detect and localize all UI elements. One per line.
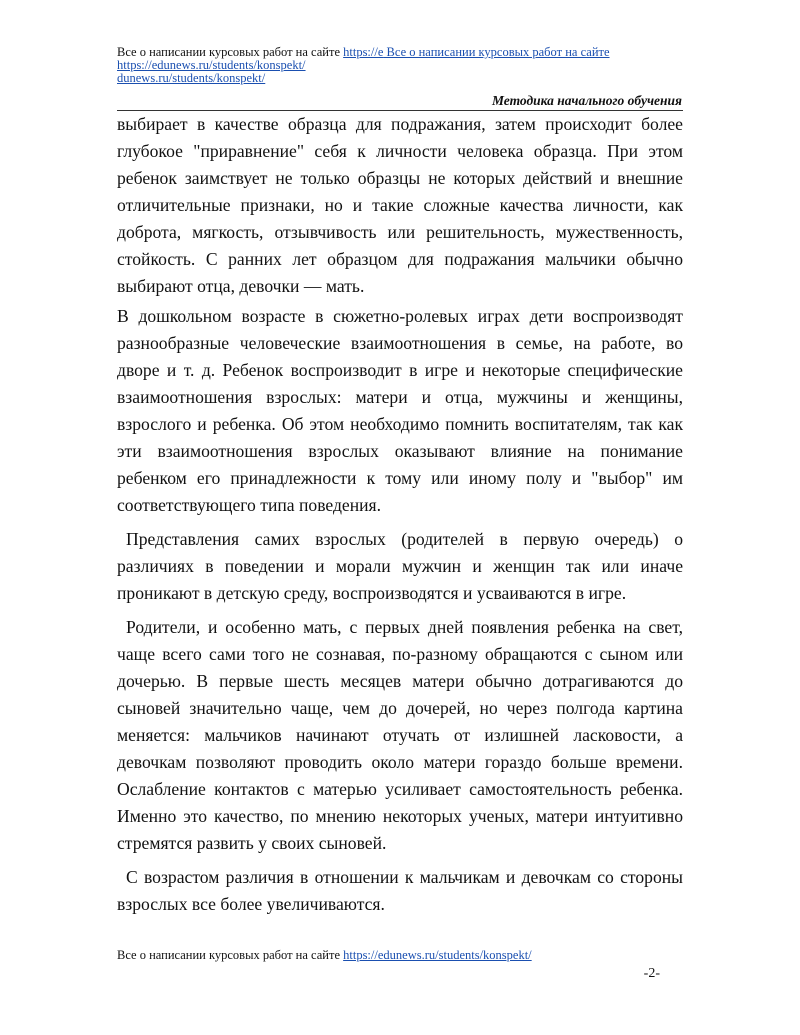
paragraph-1: выбирает в качестве образца для подражания, затем происходит более глубокое "приравнение" себя к личности человека образца. При этом ребенок заимствует не только образцы не которых действий и внешние отличительные признаки, но и такие сложные качества личности, как доброта, мягкость, отзывчивость или решительность, мужественность, стойкость. С ранних лет образцом для подражания мальчики обычно выбирают отца, девочки — мать.: [117, 114, 683, 296]
page-number: -2-: [643, 966, 660, 981]
running-title: Методика начального обучения: [491, 93, 682, 108]
paragraph-2: В дошкольном возрасте в сюжетно-ролевых играх дети воспроизводят разнообразные человеческие взаимоотношения в семье, на работе, во дворе и т. д. Ребенок воспроизводит в игре и некоторые специфические взаимоотношения взрослых: матери и отца, мужчины и женщины, взрослого и ребенка. Об этом необходимо помнить воспитателям, так как эти взаимоотношения взрослых оказывают влияние на понимание ребенком его принадлежности к тому или иному полу и "выбор" им соответствующего типа поведения.: [117, 306, 683, 515]
paragraph-5: С возрастом различия в отношении к мальчикам и девочкам со стороны взрослых все более увеличиваются.: [117, 867, 683, 914]
footer-prefix: Все о написании курсовых работ на сайте: [117, 948, 344, 962]
page-header: [117, 46, 687, 85]
page-footer: [117, 948, 532, 963]
header-link-1a[interactable]: https://e: [343, 45, 384, 59]
footer-link[interactable]: https://edunews.ru/students/konspekt/: [343, 948, 532, 962]
paragraph-3: Представления самих взрослых (родителей в первую очередь) о различиях в поведении и морали мужчин и женщин так или иначе проникают в детскую среду, воспроизводятся и усваиваются в игре.: [117, 529, 683, 603]
document-body: [117, 111, 683, 918]
paragraph-4: Родители, и особенно мать, с первых дней появления ребенка на свет, чаще всего сами того не сознавая, по-разному обращаются с сыном или дочерью. В первые шесть месяцев матери обычно дотрагиваются до сыновей значительно чаще, чем до дочерей, но через полгода картина меняется: мальчиков начинают отучать от излишней ласковости, а девочкам позволяют проводить около матери гораздо больше времени. Ослабление контактов с матерью усиливает самостоятельность ребенка. Именно это качество, по мнению некоторых ученых, матери интуитивно стремятся развить у своих сыновей.: [117, 617, 683, 853]
header-link-2[interactable]: https://edunews.ru/students/konspekt/: [117, 58, 306, 72]
header-prefix: Все о написании курсовых работ на сайте: [117, 45, 344, 59]
header-link-1b[interactable]: Все о написании курсовых работ на сайте: [383, 45, 610, 59]
header-line-3: [117, 72, 687, 85]
header-link-3[interactable]: dunews.ru/students/konspekt/: [117, 71, 266, 85]
